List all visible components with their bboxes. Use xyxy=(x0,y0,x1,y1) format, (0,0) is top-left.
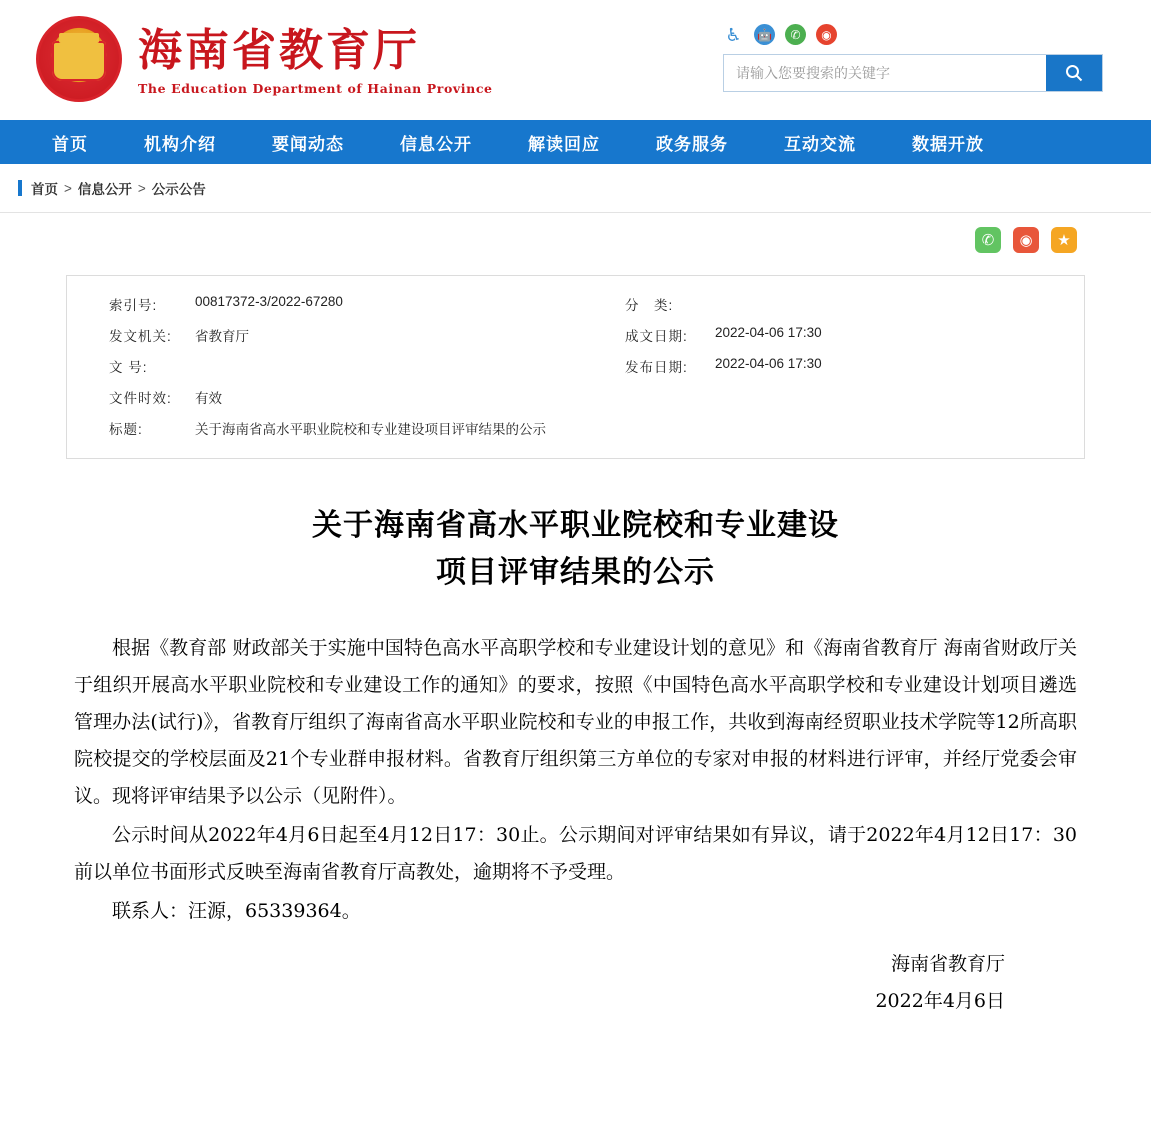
nav-item-news[interactable]: 要闻动态 xyxy=(272,134,344,154)
site-logo[interactable] xyxy=(36,16,493,102)
meta-value-category xyxy=(715,294,1042,314)
meta-label-issuer: 发文机关: xyxy=(109,329,172,344)
weibo-icon[interactable]: ◉ xyxy=(816,24,837,45)
search-icon xyxy=(1064,63,1084,83)
signature-date: 2022年4月6日 xyxy=(875,990,1005,1013)
meta-value-issuer: 省教育厅 xyxy=(195,329,249,344)
article-paragraph-2: 公示时间从2022年4月6日起至4月12日17：30止。公示期间对评审结果如有异议，请于2022年4月12日17：30前以单位书面形式反映至海南省教育厅高教处，逾期将不予受理。 xyxy=(74,824,1077,884)
nav-item-interaction[interactable]: 互动交流 xyxy=(784,134,856,154)
page-title-line-1: 关于海南省高水平职业院校和专业建设 xyxy=(312,508,839,543)
header-tools xyxy=(723,24,1103,92)
breadcrumb-item-info-disclosure[interactable]: 信息公开 xyxy=(77,182,132,197)
share-bar xyxy=(0,213,1151,253)
meta-value-written-date: 2022-04-06 17:30 xyxy=(715,325,822,340)
header-tool-icons xyxy=(723,24,1103,45)
nav-item-org-intro[interactable]: 机构介绍 xyxy=(144,134,216,154)
accessibility-icon[interactable]: ♿ xyxy=(725,24,742,45)
meta-value-publish-date: 2022-04-06 17:30 xyxy=(715,356,822,371)
document-meta-grid xyxy=(109,294,1042,438)
nav-item-home[interactable]: 首页 xyxy=(52,134,88,154)
meta-value-index: 00817372-3/2022-67280 xyxy=(195,294,343,309)
robot-assistant-icon[interactable]: 🤖 xyxy=(754,24,775,45)
main-nav xyxy=(0,120,1151,164)
share-weibo-icon[interactable]: ◉ xyxy=(1013,227,1039,253)
meta-label-category: 分 类: xyxy=(625,298,674,313)
meta-label-doc-no: 文 号: xyxy=(109,360,148,375)
meta-label-index: 索引号: xyxy=(109,298,158,313)
page-title-line-2: 项目评审结果的公示 xyxy=(436,554,715,590)
meta-label-publish-date: 发布日期: xyxy=(625,360,688,375)
article-signature xyxy=(74,946,1077,1020)
meta-label-validity: 文件时效: xyxy=(109,391,172,406)
breadcrumb-bar xyxy=(0,164,1151,213)
site-title-cn: 海南省教育厅 xyxy=(138,24,420,76)
site-title-en: The Education Department of Hainan Province xyxy=(138,80,493,96)
nav-item-gov-service[interactable]: 政务服务 xyxy=(656,134,728,154)
national-emblem-icon xyxy=(36,16,122,102)
meta-label-empty xyxy=(625,387,715,407)
site-header xyxy=(0,0,1151,120)
signature-organization: 海南省教育厅 xyxy=(890,953,1005,976)
breadcrumb-separator: > xyxy=(64,180,72,196)
meta-label-title: 标题: xyxy=(109,422,143,437)
article-paragraph-1: 根据《教育部 财政部关于实施中国特色高水平高职学校和专业建设计划的意见》和《海南省教育厅 海南省财政厅关于组织开展高水平职业院校和专业建设工作的通知》的要求，按照《中国特色高水平高职学校和专业建设计划项目遴选管理办法(试行)》，省教育厅组织了海南省高水平职业院校和专业的申报工作，共收到海南经贸职业技术学院等12所高职院校提交的学校层面及21个专业群申报材料。省教育厅组织第三方单位的专家对申报的材料进行评审，并经厅党委会审议。现将评审结果予以公示（见附件）。 xyxy=(74,637,1077,808)
nav-item-open-data[interactable]: 数据开放 xyxy=(912,134,984,154)
search-input[interactable] xyxy=(724,55,1046,91)
page-title xyxy=(74,503,1077,596)
meta-value-title: 关于海南省高水平职业院校和专业建设项目评审结果的公示 xyxy=(195,422,546,437)
search-box xyxy=(723,54,1103,92)
breadcrumb-separator: > xyxy=(137,180,146,196)
breadcrumb xyxy=(18,178,1151,198)
article-body xyxy=(66,459,1085,1060)
site-title-block xyxy=(138,23,493,96)
nav-item-info-disclosure[interactable]: 信息公开 xyxy=(400,134,472,154)
search-button[interactable] xyxy=(1046,55,1102,91)
share-favorite-icon[interactable]: ★ xyxy=(1051,227,1077,253)
meta-value-empty xyxy=(715,387,1042,407)
article-paragraph-3: 联系人：汪源，65339364。 xyxy=(112,900,361,923)
breadcrumb-item-announcements[interactable]: 公示公告 xyxy=(151,182,206,197)
meta-value-doc-no xyxy=(195,356,625,376)
document-meta-box xyxy=(66,275,1085,459)
meta-value-validity: 有效 xyxy=(195,391,222,406)
breadcrumb-item-home[interactable]: 首页 xyxy=(31,182,58,197)
wechat-icon[interactable]: ✆ xyxy=(785,24,806,45)
breadcrumb-accent-bar xyxy=(18,180,22,196)
share-wechat-icon[interactable]: ✆ xyxy=(975,227,1001,253)
meta-label-written-date: 成文日期: xyxy=(625,329,688,344)
nav-item-interpretation[interactable]: 解读回应 xyxy=(528,134,600,154)
